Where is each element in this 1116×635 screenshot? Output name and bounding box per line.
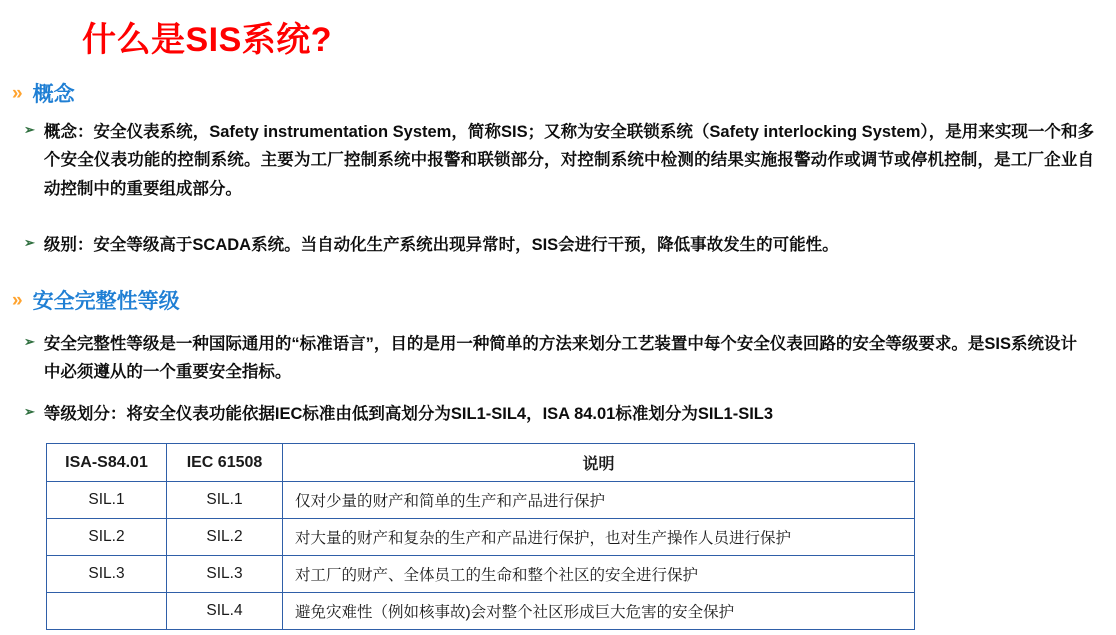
section-label-sil: 安全完整性等级 [32,290,180,313]
sil-level-table [46,443,915,630]
cell-description: 避免灾难性（例如核事故)会对整个社区形成巨大危害的安全保护 [283,593,915,630]
arrow-bullet-icon: ➢ [24,122,35,137]
bullet-text: 概念：安全仪表系统，Safety instrumentation System，简称SIS；又称为安全联锁系统（Safety interlocking System），是用来实现一个和多个安全仪表功能的控制系统。主要为工厂控制系统中报警和联锁部分，对控制系统中检测的结果实施报警动作或调节或停机控制，是工厂企业自动控制中的重要组成部分。 [43,123,1094,198]
table-row [47,593,915,630]
bullet-sil-definition [24,330,1084,387]
cell-description: 对大量的财产和复杂的生产和产品进行保护，也对生产操作人员进行保护 [283,519,915,556]
table-row [47,482,915,519]
section-header-concept [12,78,75,108]
table-header-iec: IEC 61508 [167,444,283,482]
cell-iec: SIL.4 [167,593,283,630]
section-label-concept: 概念 [32,83,75,106]
bullet-text: 等级划分：将安全仪表功能依据IEC标准由低到高划分为SIL1-SIL4，ISA 84.01标准划分为SIL1-SIL3 [43,405,774,423]
cell-iec: SIL.3 [167,556,283,593]
table-header-isa: ISA-S84.01 [47,444,167,482]
bullet-sil-grading [24,400,1084,428]
table-header-description: 说明 [283,444,915,482]
section-header-sil [12,285,180,315]
cell-isa: SIL.3 [47,556,167,593]
bullet-concept-definition [24,118,1094,203]
bullet-text: 级别：安全等级高于SCADA系统。当自动化生产系统出现异常时，SIS会进行干预，降低事故发生的可能性。 [43,236,839,254]
arrow-bullet-icon: ➢ [24,334,35,349]
cell-iec: SIL.1 [167,482,283,519]
cell-isa: SIL.2 [47,519,167,556]
bullet-concept-level [24,231,1094,259]
cell-description: 对工厂的财产、全体员工的生命和整个社区的安全进行保护 [283,556,915,593]
cell-isa: SIL.1 [47,482,167,519]
table-row [47,519,915,556]
table-header-row [47,444,915,482]
cell-description: 仅对少量的财产和简单的生产和产品进行保护 [283,482,915,519]
double-chevron-icon: » [12,289,19,311]
page-title: 什么是SIS系统? [82,21,333,59]
cell-iec: SIL.2 [167,519,283,556]
bullet-text: 安全完整性等级是一种国际通用的“标准语言”，目的是用一种简单的方法来划分工艺装置中每个安全仪表回路的安全等级要求。是SIS系统设计中必须遵从的一个重要安全指标。 [43,335,1078,382]
arrow-bullet-icon: ➢ [24,404,35,419]
cell-isa [47,593,167,630]
double-chevron-icon: » [12,82,19,104]
arrow-bullet-icon: ➢ [24,235,35,250]
table-row [47,556,915,593]
